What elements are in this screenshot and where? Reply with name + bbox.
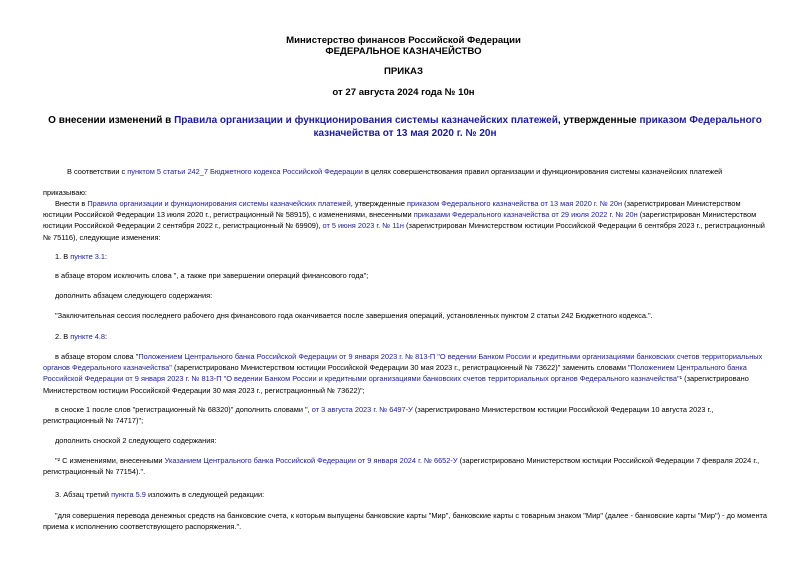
title-text: О внесении изменений в [48, 115, 175, 126]
link-budget-code[interactable]: пунктом 5 статьи 242_7 Бюджетного кодекса Российской Федерации [127, 167, 363, 176]
paragraph-item-3: 3. Абзац третий пункта 5.9 изложить в следующей редакции: [55, 490, 265, 499]
link-point-3-1[interactable]: пункте 3.1 [70, 252, 106, 261]
document-title [40, 115, 770, 140]
doc-type: ПРИКАЗ [384, 66, 423, 77]
link-regulation-813p-new[interactable]: Положением Центрального банка Российской Федерации от 9 января 2023 г. № 813-П "О ведении Банком России и кредитными организациями банковских счетов территориальных органов Федерального казначейства" [43, 363, 747, 384]
paragraph-item-2a: в абзаце втором слова "Положением Центрального банка Российской Федерации от 9 января 2023 г. № 813-П "О ведении Банком России и кредитными организациями банковских счетов территориальных органов Федерального казначейства" (зарегистрировано Министерством юстиции Российской Федерации 30 мая 2023 г., регистрационный № 73622)" заменить словами "Положением Центрального банка Российской Федерации от 9 января 2023 г. № 813-П "О ведении Банком России и кредитными организациями банковских счетов территориальных органов Федерального казначейства"¹ (зарегистрировано Министерством юстиции Российской Федерации 30 мая 2023 г., регистрационный № 73622)"; [43, 352, 763, 395]
title-link-rules[interactable]: Правила организации и функционирования системы казначейских платежей [174, 115, 558, 126]
paragraph-item-3a: "для совершения перевода денежных средств на банковские счета, к которым выпущены банковские карты "Мир", банковские карты с товарным знаком "Мир" (далее - банковские карты "Мир") - до момента приема к исполнению соответствующего распоряжения.". [43, 511, 767, 532]
link-point-4-8[interactable]: пункте 4.8 [70, 332, 106, 341]
paragraph-item-1: 1. В пункте 3.1: [55, 252, 108, 261]
doc-date-number: от 27 августа 2024 года № 10н [332, 87, 475, 98]
title-link-order[interactable]: приказом Федерального казначейства от 13 мая 2020 г. № 20н [313, 115, 762, 139]
paragraph-intro: В соответствии с пунктом 5 статьи 242_7 Бюджетного кодекса Российской Федерации в целях совершенствования правил организации и функционирования системы казначейских платежей [67, 167, 723, 176]
paragraph-item-1b: дополнить абзацем следующего содержания: [55, 291, 213, 300]
link-directive-6652u[interactable]: Указанием Центрального банка Российской Федерации от 9 января 2024 г. № 6652-У [164, 456, 458, 465]
link-directive-6497u[interactable]: от 3 августа 2023 г. № 6497-У [311, 405, 413, 414]
paragraph-item-2d: "² С изменениями, внесенными Указанием Центрального банка Российской Федерации от 9 января 2024 г. № 6652-У (зарегистрировано Министерством юстиции Российской Федерации 7 февраля 2024 г., регистрационный № 77154).". [43, 456, 760, 477]
paragraph-item-2b: в сноске 1 после слов "регистрационный № 68320)" дополнить словами ", от 3 августа 2023 г. № 6497-У (зарегистрировано Министерством юстиции Российской Федерации 10 августа 2023 г., регистрационный № 74717)"; [43, 405, 714, 426]
link-point-5-9[interactable]: пункта 5.9 [111, 490, 146, 499]
paragraph-item-1c: "Заключительная сессия последнего рабочего дня финансового года оканчивается после завершения операций, установленных пунктом 2 статьи 242 Бюджетного кодекса.". [55, 311, 653, 320]
link-order-2023[interactable]: от 5 июня 2023 г. № 11н [322, 221, 404, 231]
agency-name: ФЕДЕРАЛЬНОЕ КАЗНАЧЕЙСТВО [325, 46, 482, 57]
link-rules[interactable]: Правила организации и функционирования системы казначейских платежей [87, 199, 351, 208]
link-order-20n[interactable]: приказом Федерального казначейства от 13 мая 2020 г. № 20н [407, 199, 623, 208]
paragraph-main: Внести в Правила организации и функционирования системы казначейских платежей, утвержденные приказом Федерального казначейства от 13 мая 2020 г. № 20н (зарегистрирован Министерством юстиции Российской Федерации 13 июля 2020 г., регистрационный № 58915), с изменениями, внесенными приказами Федерального казначейства от 29 июля 2022 г. № 20н (зарегистрирован Министерством юстиции Российской Федерации 2 сентября 2022 г., регистрационный № 69909), от 5 июня 2023 г. № 11н (зарегистрирован Министерством юстиции Российской Федерации 6 сентября 2023 г., регистрационный № 75116), следующие изменения: [43, 199, 765, 242]
link-orders-2022[interactable]: приказами Федерального казначейства от 29 июля 2022 г. № 20н [413, 210, 638, 220]
title-text: , утвержденные [557, 115, 640, 126]
link-regulation-813p[interactable]: Положением Центрального банка Российской Федерации от 9 января 2023 г. № 813-П "О ведении Банком России и кредитными организациями банковских счетов территориальных органов Федерального казначейства" [43, 352, 763, 373]
paragraph-item-1a: в абзаце втором исключить слова ", а также при завершении операций финансового года"; [55, 271, 369, 280]
paragraph-item-2: 2. В пункте 4.8: [55, 332, 108, 341]
paragraph-order: приказываю: [43, 188, 87, 197]
paragraph-item-2c: дополнить сноской 2 следующего содержания: [55, 436, 217, 445]
ministry-name: Министерство финансов Российской Федерации [286, 35, 521, 46]
